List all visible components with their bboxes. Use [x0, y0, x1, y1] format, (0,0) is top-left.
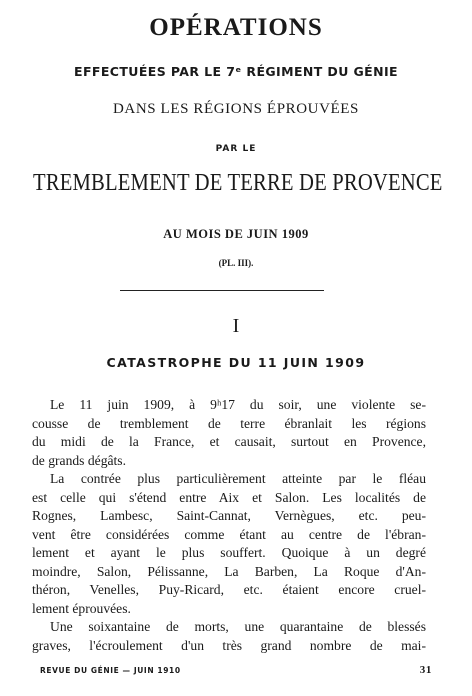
text-line: de grands dégâts. [32, 452, 126, 468]
text-line: La contrée plus particulièrement atteinte par le fléau [50, 471, 426, 486]
text-line: lement éprouvées. [32, 600, 131, 616]
date-line: AU MOIS DE JUIN 1909 [163, 227, 309, 241]
text-line: cousse de tremblement de terre ébranlait les régions [32, 415, 426, 431]
text-line: moindre, Salon, Pélissanne, La Barben, La Roque d'An- [32, 563, 426, 579]
subtitle-par-le: PAR LE [215, 144, 257, 154]
body-paragraphs [32, 396, 426, 655]
journal-name: REVUE DU GÉNIE — JUIN 1910 [40, 666, 181, 675]
text-line: Une soixantaine de morts, une quarantaine de blessés [50, 619, 426, 634]
plate-reference: (PL. III). [218, 258, 254, 268]
section-number: I [232, 315, 240, 337]
text-line: graves, l'écroulement d'un très grand nombre de mai- [32, 637, 426, 653]
page-title: OPÉRATIONS [149, 14, 323, 41]
text-line: vent être considérées comme étant au centre de l'ébran- [32, 526, 426, 542]
page-footer [40, 664, 432, 678]
text-line: est celle qui s'étend entre Aix et Salon. Les localités de [32, 489, 426, 505]
text-line: lement et ayant le plus souffert. Quoique à un degré [32, 545, 426, 560]
section-title: CATASTROPHE DU 11 JUIN 1909 [106, 355, 366, 370]
page-number: 31 [419, 664, 432, 676]
divider-rule [120, 290, 324, 291]
text-line: du midi de la France, et causait, surtout en Provence, [32, 434, 426, 449]
main-heading: TREMBLEMENT DE TERRE DE PROVENCE [33, 170, 443, 196]
text-line: théron, Venelles, Puy-Ricard, etc. étaient encore cruel- [32, 582, 426, 597]
subtitle-regiment: EFFECTUÉES PAR LE 7ᵉ RÉGIMENT DU GÉNIE [74, 64, 398, 79]
text-line: Rognes, Lambesc, Saint-Cannat, Vernègues, etc. peu- [32, 508, 426, 523]
subtitle-regions: DANS LES RÉGIONS ÉPROUVÉES [112, 101, 360, 117]
text-line: Le 11 juin 1909, à 9ʰ17 du soir, une violente se- [50, 397, 426, 412]
